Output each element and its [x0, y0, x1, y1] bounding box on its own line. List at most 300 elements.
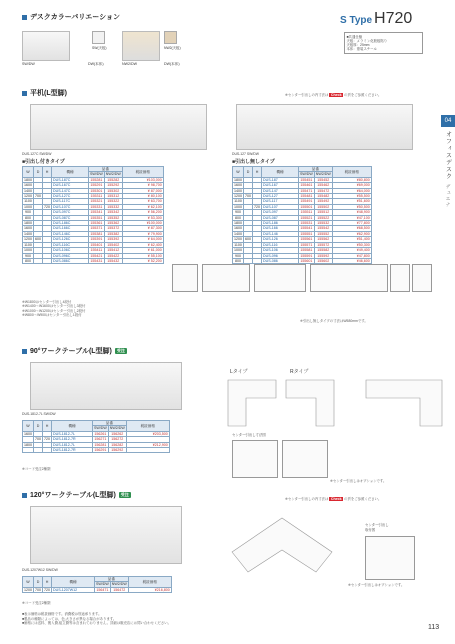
cell-model: DUS-1812-7R	[52, 437, 93, 442]
cell-code-sw: 155541	[300, 226, 313, 231]
cell-model: DUS-127	[262, 194, 299, 199]
cell-price: ¥ 53,300	[122, 215, 163, 220]
footnote-2: ※W1400～W1600はセンター引出し3段付	[22, 304, 86, 309]
cell-w: 1000	[24, 204, 32, 209]
section1-note-right: ※センター引出しの内寸法は	[285, 93, 329, 97]
cell-w: 1200	[24, 194, 32, 199]
cell-model: DUS-096C	[52, 253, 89, 258]
th-d: D	[34, 421, 43, 432]
cell-code-sw: 155581	[300, 248, 313, 253]
center-drawer-note: センター引出し寸法図	[232, 433, 266, 437]
cell-w: 1100	[234, 199, 242, 204]
cell-price: ¥51,400	[332, 237, 371, 242]
cell-model: DUS-087	[262, 215, 299, 220]
common-spec-line-1: 天板：メラミン化粧板貼り	[346, 38, 388, 43]
cell-code-sw: 156261	[94, 431, 107, 436]
cell-w: 1800	[24, 442, 32, 447]
cell-model: DUS-116	[262, 242, 299, 247]
cell-code-sw: 155481	[300, 194, 313, 199]
cell-model: DUS-087C	[52, 215, 89, 220]
cell-w: 1600	[24, 431, 32, 436]
cell-model: DUS-126C	[52, 237, 89, 242]
section3-option-note: ※センター引出しはオプションです。	[348, 583, 405, 587]
work-table-120-image	[30, 506, 182, 564]
color-variation-row	[22, 25, 190, 69]
section3-marker-icon	[22, 493, 27, 498]
cell-code-nw2: 155562	[314, 237, 332, 242]
table-right-wrap	[232, 166, 372, 264]
cell-code-sw: 155591	[300, 253, 313, 258]
dim-drawing-4	[310, 264, 388, 292]
cell-model: DUS-167C	[52, 183, 89, 188]
footer-line-3: ■価格には送料、搬入費,組立費等は含まれておりません。詳細は販売店にお問い合わせください。	[22, 621, 171, 626]
cell-w: 800	[23, 258, 34, 263]
cell-price: ¥103,000	[122, 177, 163, 182]
cell-price: ¥49,400	[332, 248, 371, 253]
section3-table-wrap	[22, 576, 172, 593]
dim-drawing-5	[390, 264, 410, 292]
footnote-1: ※W1800はセンター引出し4段付	[22, 300, 72, 304]
cell-code-sw: 156291	[94, 448, 107, 453]
section1-footnotes	[22, 300, 85, 318]
cell-code-nw2: 156282	[108, 442, 126, 447]
cell-model: DUS-146C	[52, 231, 89, 236]
cell-code-sw: 155491	[300, 199, 313, 204]
cell-h	[43, 448, 52, 453]
cell-price: ¥216,800	[128, 587, 171, 592]
section3-note-right2: の頁をご参照ください。	[344, 497, 382, 501]
th-w: W	[23, 577, 34, 588]
cell-price: ¥68,500	[332, 226, 371, 231]
section2-footnote: ※コード受注2種類	[22, 467, 51, 471]
th-model: 機種	[262, 167, 299, 178]
footer-line-2: ■製品の種類によっては、色,大きさが異なる場合があります。	[22, 616, 117, 621]
cell-model: DUS-106	[262, 248, 299, 253]
th-sw: SW/DW	[94, 426, 107, 431]
cell-d: 600	[35, 237, 41, 242]
dimension-drawings	[150, 262, 435, 298]
th-price: 税抜価格	[126, 421, 169, 432]
top-view-shape	[366, 380, 442, 426]
common-spec-line-2: 天板厚：25mm	[346, 42, 370, 47]
th-code: 品番	[299, 167, 333, 172]
cell-code-sw: 155381	[90, 231, 103, 236]
cell-code-sw: 156271	[94, 437, 107, 442]
cell-model: DUS-106C	[52, 248, 89, 253]
cell-model: DUS-097	[262, 210, 299, 215]
page-number: 113	[428, 624, 440, 631]
section2-option-note: ※センター引出しはオプションです。	[330, 479, 387, 483]
th-w: W	[23, 167, 34, 178]
th-nw2: NW2/DW	[109, 426, 125, 431]
color-label-1: SW/DW	[22, 62, 35, 66]
drawer-mount-diagram	[365, 536, 415, 580]
th-code: 品番	[93, 421, 127, 426]
cell-code-sw: 155551	[300, 231, 313, 236]
th-sw: SW/DW	[300, 172, 313, 177]
work-table-90-image	[30, 362, 182, 410]
order-badge-2: 受注	[120, 492, 129, 497]
cell-w: 1200	[234, 194, 242, 199]
cell-code-nw2: 155292	[104, 183, 122, 188]
th-price: 税抜価格	[332, 167, 371, 178]
cell-w: 1100	[234, 242, 242, 247]
cell-code-sw: 155371	[90, 226, 103, 231]
th-code: 品番	[95, 577, 129, 582]
swatch-nw2	[164, 31, 177, 44]
cell-code-sw: 155341	[90, 210, 103, 215]
cell-w: 1800	[234, 177, 242, 182]
cell-price: ¥ 87,300	[122, 226, 163, 231]
th-sw: SW/DW	[90, 172, 103, 177]
cell-model: DUS-166C	[52, 226, 89, 231]
shape-120	[232, 518, 332, 572]
cell-w: 800	[233, 258, 244, 263]
cell-model: DUS-117	[262, 199, 299, 204]
footnote-4: ※W800～W900はセンター引出し1段付	[22, 313, 82, 318]
type-code: H720	[374, 10, 413, 27]
spec-table-no-drawer	[232, 166, 372, 264]
cell-model: DUS-146	[262, 231, 299, 236]
cell-w: 1600	[234, 226, 242, 231]
order-badge: 受注	[116, 348, 125, 353]
color-label-3: NW2/DW	[122, 62, 137, 66]
cell-model: DUS-1812-7R	[52, 448, 93, 453]
cell-price: ¥47,800	[332, 253, 371, 258]
cell-code-nw2: 155502	[314, 204, 332, 209]
swatch-sw-label: SW(天板)	[92, 46, 107, 50]
check-badge[interactable]: Check	[330, 93, 342, 97]
cell-price: ¥ 79,900	[122, 231, 163, 236]
cell-code-sw: 155451	[300, 177, 313, 182]
cell-w: 1000	[24, 248, 32, 253]
cell-model: DUS-086	[262, 258, 299, 263]
cell-price: ¥47,100	[332, 215, 371, 220]
cell-price: ¥ 55,100	[122, 253, 163, 258]
table-row	[23, 448, 170, 453]
center-drawer-diagram-1	[232, 440, 278, 478]
cell-code-nw2: 155592	[314, 253, 332, 258]
cell-w: 900	[233, 253, 244, 258]
cell-w: 1000	[234, 248, 242, 253]
cell-price: ¥80,800	[332, 177, 371, 182]
th-w: W	[23, 421, 34, 432]
desk-image-no-drawer	[236, 104, 413, 150]
cell-price: ¥ 61,000	[122, 248, 163, 253]
variation-title-text: デスクカラーバリエーション	[30, 14, 120, 21]
cell-code-sw: 155311	[89, 194, 105, 199]
cell-w: 1800	[24, 177, 32, 182]
sidebar-sub: デュエナ	[444, 184, 451, 208]
section3-title-text: 120°ワークテーブル(L型脚)	[30, 492, 116, 499]
dim-drawing-6	[412, 264, 432, 292]
section1-check-note	[285, 92, 381, 97]
cell-w: 1600	[24, 226, 32, 231]
side-note-title: センター引出し	[365, 523, 389, 527]
cell-model: DUS-1812-7L	[52, 431, 93, 436]
cell-model: DUS-186	[262, 221, 299, 226]
cell-code-sw: 155531	[300, 221, 313, 226]
cell-w: 1400	[24, 231, 32, 236]
cell-d: 700	[35, 194, 41, 199]
color-label-2: DW(本体)	[88, 62, 104, 66]
cell-price: ¥203,500	[126, 431, 169, 436]
cell-d: 700	[35, 437, 41, 442]
right-subtitle: ■引出し無しタイプ	[232, 159, 275, 165]
cell-h: 720	[44, 587, 50, 592]
section2-title-text: 90°ワークテーブル(L型脚)	[30, 348, 112, 355]
color-label-4: DW(本体)	[164, 62, 180, 66]
th-d: D	[34, 577, 43, 588]
cell-code-nw2: 155572	[314, 242, 332, 247]
cell-w: 1200	[24, 237, 32, 242]
cell-code-sw: 156471	[96, 587, 109, 592]
cell-code-nw2: 155422	[104, 253, 122, 258]
cell-model: DUS-187	[262, 177, 299, 182]
cell-code-nw2: 156292	[108, 448, 126, 453]
section2-title	[22, 346, 127, 356]
cell-d	[34, 448, 43, 453]
cell-price: ¥ 98,700	[122, 183, 163, 188]
cell-code-sw: 155571	[300, 242, 313, 247]
common-spec-title: ■共通仕様	[346, 34, 363, 39]
section3-code: DUS-1207W12 SW/DW	[22, 568, 58, 572]
cell-w: 900	[23, 253, 34, 258]
section3-title	[22, 490, 131, 500]
footer-notes	[22, 612, 171, 626]
cell-code-sw: 155331	[90, 204, 103, 209]
section3-footnote: ※コード受注2種類	[22, 601, 51, 605]
cell-price: ¥64,000	[332, 188, 371, 193]
section2-code: DUS-1812-7L SW/DW	[22, 412, 56, 416]
spec-table-120	[22, 576, 172, 593]
desk-thumbnail-sw	[22, 31, 70, 61]
cell-price: ¥ 63,700	[122, 199, 163, 204]
cell-code-nw2: 155352	[104, 215, 122, 220]
cell-code-nw2: 155472	[314, 188, 332, 193]
center-drawer-diagram-2	[282, 440, 328, 478]
cell-code-nw2: 156272	[108, 437, 126, 442]
cell-w: 1400	[24, 188, 32, 193]
cell-w: 1400	[234, 188, 242, 193]
swatch-nw2-label: NW2(天板)	[164, 46, 181, 50]
th-model: 機種	[52, 167, 89, 178]
cell-code-nw2: 155532	[314, 221, 332, 226]
cell-d: 600	[245, 237, 251, 242]
cell-code-sw: 155561	[300, 237, 313, 242]
cell-w	[23, 448, 34, 453]
cell-model: DUS-107	[262, 204, 299, 209]
cell-code-nw2: 155492	[314, 199, 332, 204]
dim-drawing-2	[202, 264, 250, 292]
cell-price: ¥ 62,100	[122, 204, 163, 209]
spec-table-with-drawer	[22, 166, 164, 264]
cell-code-sw: 155281	[90, 177, 103, 182]
cell-model: DUS-167	[262, 183, 299, 188]
cell-price: ¥46,600	[332, 258, 371, 263]
sidebar-label: オフィスデスク	[444, 131, 451, 180]
cell-model: DUS-187C	[52, 177, 89, 182]
cell-code-sw: 155361	[90, 221, 103, 226]
section2-marker-icon	[22, 349, 27, 354]
th-model: 機種	[52, 577, 95, 588]
section1-title-text: 平机(L型脚)	[30, 90, 67, 97]
cell-code-nw2: 155362	[104, 221, 122, 226]
th-w: W	[233, 167, 244, 178]
cell-price: ¥62,900	[332, 231, 371, 236]
cell-code-nw2: 155412	[104, 248, 122, 253]
sidebar-tab[interactable]: 04	[441, 115, 455, 127]
section2-table-wrap	[22, 420, 170, 453]
cell-model: DUS-1812-7L	[52, 442, 93, 447]
cell-price: ¥ 56,200	[122, 210, 163, 215]
cell-code-nw2: 155552	[314, 231, 332, 236]
cell-price: ¥50,300	[332, 242, 371, 247]
th-d: D	[244, 167, 253, 178]
type-prefix: S Type	[340, 15, 373, 26]
table-left-wrap	[22, 166, 164, 264]
cell-price: ¥69,000	[332, 183, 371, 188]
cell-price: ¥212,900	[126, 442, 169, 447]
section3-note-right: ※センター引出しの内寸法は	[285, 497, 329, 501]
section1-marker-icon	[22, 91, 27, 96]
cell-code-sw: 155421	[90, 253, 103, 258]
cell-d	[34, 258, 43, 263]
cell-model: DUS-166	[262, 226, 299, 231]
shape-120-drawing	[228, 512, 358, 582]
cell-code-nw2: 155602	[314, 258, 332, 263]
r-type-label: Rタイプ	[290, 369, 309, 375]
cell-code-nw2: 155302	[104, 188, 122, 193]
cell-price: ¥ 52,200	[122, 258, 163, 263]
left-subtitle: ■引出し付きタイプ	[22, 159, 65, 165]
cell-w: 900	[233, 210, 244, 215]
r-type-shape	[286, 380, 334, 426]
cell-price: ¥55,500	[332, 194, 371, 199]
cell-code-nw2: 155542	[314, 226, 332, 231]
cell-price: ¥100,000	[122, 221, 163, 226]
th-price: 税抜価格	[128, 577, 171, 588]
cell-price: ¥ 62,400	[122, 242, 163, 247]
cell-code-nw2: 155282	[104, 177, 122, 182]
cell-d: 700	[245, 194, 251, 199]
th-h: H	[253, 167, 262, 178]
cell-code-sw: 155511	[299, 210, 315, 215]
cell-model: DUS-086C	[52, 258, 89, 263]
cell-w: 800	[23, 215, 34, 220]
cell-w: 1400	[234, 231, 242, 236]
th-h: H	[43, 167, 52, 178]
color-variation-title	[22, 12, 120, 22]
cell-code-sw: 155351	[90, 215, 103, 220]
th-nw2: NW2/DW	[111, 582, 127, 587]
cell-code-sw: 155601	[300, 258, 313, 263]
cell-code-nw2: 155382	[104, 231, 122, 236]
cell-price: ¥50,500	[332, 204, 371, 209]
dim-drawing-1	[172, 264, 198, 292]
cell-code-sw: 155291	[90, 183, 103, 188]
cell-code-nw2: 156262	[108, 431, 126, 436]
cell-code-sw: 155411	[89, 248, 105, 253]
th-sw: SW/DW	[96, 582, 109, 587]
cell-h	[43, 258, 52, 263]
cell-code-nw2: 155432	[104, 258, 122, 263]
cell-model: DUS-126	[262, 237, 299, 242]
cell-code-sw: 155471	[300, 188, 313, 193]
cell-code-sw: 155301	[90, 188, 103, 193]
cell-price: ¥ 64,000	[122, 237, 163, 242]
th-code: 品番	[89, 167, 123, 172]
cell-model: DUS-096	[262, 253, 299, 258]
footer-line-1: ■表示価格は税抜価格です。消費税は別途承ります。	[22, 612, 102, 616]
cell-model: DUS-127C	[52, 194, 89, 199]
cell-code-nw2: 155342	[104, 210, 122, 215]
th-model: 機種	[52, 421, 93, 432]
section1-title	[22, 88, 67, 98]
th-nw2: NW2/DW	[105, 172, 121, 177]
cell-code-sw: 155401	[90, 242, 103, 247]
l-type-label: Lタイプ	[230, 369, 248, 375]
section-marker-icon	[22, 15, 27, 20]
section1-note-right2: の頁をご参照ください。	[344, 93, 382, 97]
th-nw2: NW2/DW	[315, 172, 331, 177]
cell-w: 1200	[24, 587, 32, 592]
cell-w: 1800	[24, 221, 32, 226]
cell-code-nw2: 156472	[110, 587, 128, 592]
cell-code-nw2: 155402	[104, 242, 122, 247]
l-type-shape	[228, 380, 276, 426]
cell-code-nw2: 155582	[314, 248, 332, 253]
cell-code-nw2: 155522	[314, 215, 332, 220]
sidebar	[441, 115, 455, 208]
dim-drawing-3	[254, 264, 306, 292]
cell-code-sw: 155321	[90, 199, 103, 204]
cell-code-sw: 155391	[90, 237, 103, 242]
cell-model: DUS-147	[262, 188, 299, 193]
l-r-shape-drawings	[226, 376, 446, 432]
desk-thumbnail-nw	[122, 31, 160, 61]
table-row	[23, 258, 164, 263]
cell-code-sw: 155431	[90, 258, 103, 263]
cell-model: DUS-107C	[52, 204, 89, 209]
common-spec-line-3: 本体：塗装スチール	[346, 47, 377, 52]
check-badge-2[interactable]: Check	[330, 497, 342, 501]
cell-w: 1000	[234, 204, 242, 209]
cell-price	[126, 448, 169, 453]
cell-code-sw: 155501	[300, 204, 313, 209]
cell-h: 720	[44, 437, 50, 442]
cell-model: DUS-147C	[52, 188, 89, 193]
section3-check-note	[285, 496, 381, 501]
cell-model: DUS-117C	[52, 199, 89, 204]
cell-code-nw2: 155312	[104, 194, 122, 199]
cell-code-sw: 155461	[300, 183, 313, 188]
swatch-sw	[92, 31, 105, 44]
left-subtitle-code: DUS-127C SW/DW	[22, 152, 52, 156]
cell-h: 720	[254, 204, 260, 209]
cell-price: ¥ 87,000	[122, 188, 163, 193]
cell-price: ¥ 80,100	[122, 194, 163, 199]
cell-w: 800	[233, 215, 244, 220]
side-note2: 取付図	[365, 528, 376, 532]
cell-w: 1600	[234, 183, 242, 188]
type-heading	[340, 10, 412, 28]
cell-code-nw2: 155512	[314, 210, 332, 215]
th-h: H	[43, 577, 52, 588]
cell-code-nw2: 155482	[314, 194, 332, 199]
cell-code-sw: 156281	[94, 442, 107, 447]
footnote-3: ※W1000～W1200はセンター引出し2段付	[22, 308, 86, 313]
